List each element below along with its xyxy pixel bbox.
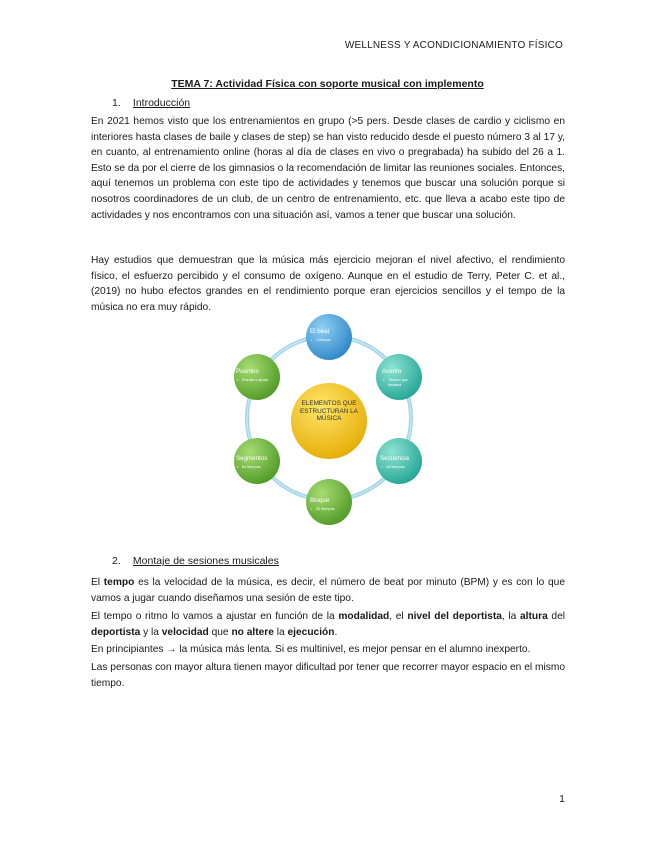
bold-term: deportista <box>91 626 141 638</box>
intro-paragraph-2: Hay estudios que demuestran que la música más ejercicio mejoran el nivel afectivo, el rendimiento físico, el esfuerzo percibido y el consumo de oxígeno. Aunque en el estudio de Terry, Peter C. et al., (2019) no hubo efectos grandes en el rendimiento porque eran ejercicios sencillos y el tempo de la música no era muy rápido. <box>91 255 565 313</box>
node-bloque <box>310 497 350 512</box>
document-title: TEMA 7: Actividad Física con soporte musical con implemento <box>171 78 484 90</box>
node-bullet: • 32 tiempos <box>310 507 350 512</box>
height-paragraph: Las personas con mayor altura tienen mayor dificultad por tener que recorrer mayor espacio en el mismo tiempo. <box>91 662 565 689</box>
node-bullet: • Puente o ajuste <box>236 378 272 383</box>
node-secuencia <box>380 455 420 470</box>
text-run: y la <box>140 626 162 638</box>
node-segmentos <box>236 455 278 470</box>
node-title: Bloque <box>310 497 330 504</box>
text-run: del <box>547 611 566 622</box>
music-elements-diagram <box>210 304 450 536</box>
text-run: El tempo o ritmo lo vamos a ajustar en función de la <box>91 611 339 622</box>
text-run: es la velocidad de la música, es decir, el número de beat por minuto (BPM) y es con lo que vamos a jugar cuando diseñamos una sesión de este tipo. <box>91 577 565 604</box>
node-title: El beat <box>310 328 330 335</box>
node-title: Secuencia <box>380 455 409 462</box>
section-title: Montaje de sesiones musicales <box>132 555 279 567</box>
running-header: WELLNESS Y ACONDICIONAMIENTO FÍSICO <box>344 40 563 51</box>
node-puentes <box>236 368 272 383</box>
node-bullet: • 16 tiempos <box>380 465 420 470</box>
section-number: 1. <box>112 97 121 109</box>
intro-paragraph-1: En 2021 hemos visto que los entrenamientos en grupo (>5 pers. Desde clases de cardio y ciclismo en interiores hasta clases de baile y clases de step) se han visto reducido desde el puesto número 3 al 17 y, en cuanto, al entrenamiento online (horas al día de clases en vivo o pregrabada) ha subido del 26 a 1. Esto se da por el cierre de los gimnasios o la recomendación de limitar las reuniones sociales. Entonces, aquí tenemos un problema con este tipo de actividades y tenemos que buscar una solución porque si nosotros coordinadores de un club, de un centro de entrenamiento, etc. que lleva a acabo este tipo de actividades y nos encontramos con una situación así, vamos a tener que buscar una solución. <box>91 116 565 221</box>
text-run: , el <box>389 611 408 622</box>
node-title: Segmentos <box>236 455 268 462</box>
node-bullet: • 1 tiempo <box>310 338 378 343</box>
bold-term: altura <box>520 611 548 622</box>
section-number: 2. <box>112 555 121 567</box>
text-run: la <box>273 626 288 638</box>
text-run: que <box>208 626 232 638</box>
beginners-paragraph: En principiantes → la música más lenta. Si es multinivel, es mejor pensar en el alumno inexperto. <box>91 644 531 655</box>
node-bullet: • Tiempo que destaca <box>382 378 418 387</box>
section-heading-montaje <box>112 555 279 567</box>
text-run: . <box>334 626 338 638</box>
node-bullet: • 64 tiempos <box>236 465 278 470</box>
bold-term: modalidad <box>338 611 390 622</box>
tempo-adjust-paragraph <box>91 609 565 640</box>
node-title: Puentes <box>236 368 259 375</box>
node-title: Acento <box>382 368 402 375</box>
section-heading-introduccion <box>112 97 190 109</box>
node-el-beat <box>310 328 378 343</box>
text-run: El <box>91 577 104 588</box>
bold-term: nivel del deportista <box>407 611 502 622</box>
text-run: , la <box>501 611 521 622</box>
node-acento <box>382 368 418 387</box>
page-number: 1 <box>559 793 565 805</box>
section-title: Introducción <box>132 97 191 109</box>
center-label: ELEMENTOS QUE ESTRUCTURAN LA MÚSICA <box>300 400 358 423</box>
tempo-definition-paragraph <box>91 575 565 606</box>
bold-term: no altere <box>231 626 274 638</box>
bold-term: velocidad <box>161 626 209 638</box>
bold-term: ejecución <box>287 626 335 638</box>
bold-term-tempo: tempo <box>103 577 135 588</box>
